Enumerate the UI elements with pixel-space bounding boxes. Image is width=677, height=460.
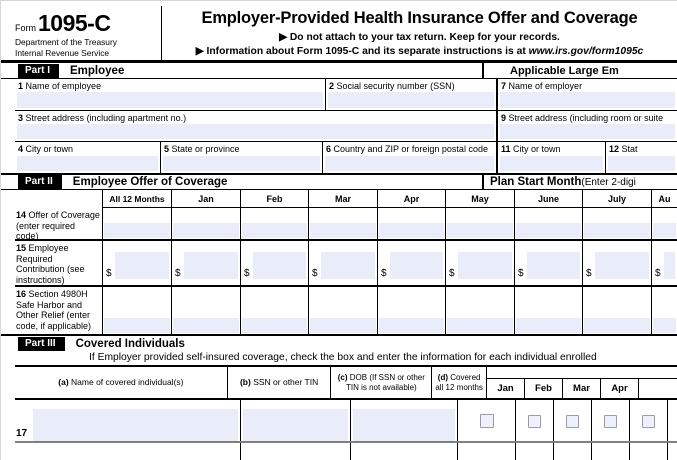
part1-title: Employee bbox=[70, 64, 125, 77]
p3-col-mar: Mar bbox=[563, 379, 601, 398]
col-may: May bbox=[445, 190, 514, 208]
p3-col-feb: Feb bbox=[525, 379, 563, 398]
p3-col-partial bbox=[639, 379, 677, 398]
field-3-cell bbox=[15, 111, 498, 141]
row14-input[interactable] bbox=[242, 223, 307, 238]
dollar-sign: $ bbox=[175, 268, 181, 279]
p3-col-jan: Jan bbox=[487, 379, 525, 398]
row17-jan-cell bbox=[516, 400, 554, 441]
form-subtitle-2 bbox=[162, 45, 677, 57]
row16-input[interactable] bbox=[516, 318, 581, 333]
field-12-num: 12 bbox=[609, 144, 620, 154]
col-c-header: (c) DOB (If SSN or other TIN is not available) bbox=[331, 367, 432, 398]
field-4-label: 4 City or town bbox=[18, 144, 74, 154]
row15-input[interactable] bbox=[458, 252, 512, 279]
row15-jan-cell bbox=[171, 241, 240, 285]
row15-input[interactable] bbox=[664, 252, 675, 279]
dollar-sign: $ bbox=[312, 268, 318, 279]
row17-mar-cell bbox=[592, 400, 630, 441]
row14-jan-cell bbox=[171, 208, 240, 239]
row-17-number: 17 bbox=[16, 428, 28, 439]
row16-input[interactable] bbox=[173, 318, 239, 333]
part2-row-14 bbox=[15, 208, 677, 241]
row-14-num: 14 bbox=[16, 210, 27, 220]
row17-name-input[interactable] bbox=[33, 409, 238, 441]
row15-input[interactable] bbox=[595, 252, 649, 279]
row16-input[interactable] bbox=[584, 318, 650, 333]
field-7-label: 7 Name of employer bbox=[501, 81, 583, 91]
row16-mar-cell bbox=[308, 287, 377, 334]
part3-title: Covered Individuals bbox=[75, 338, 185, 350]
field-5-cell bbox=[161, 142, 323, 173]
row14-input[interactable] bbox=[379, 223, 444, 238]
row17-covered-cell bbox=[458, 400, 516, 441]
row14-aug-cell bbox=[651, 208, 677, 239]
row17-ssn-input[interactable] bbox=[243, 409, 348, 441]
row-15-num: 15 bbox=[16, 243, 27, 253]
col-june: June bbox=[514, 190, 582, 208]
row16-input[interactable] bbox=[104, 318, 170, 333]
part2-row-16 bbox=[15, 287, 677, 334]
row17-partial-cell bbox=[668, 400, 677, 441]
col-apr: Apr bbox=[377, 190, 445, 208]
part1-row-1 bbox=[15, 79, 677, 111]
field-5-num: 5 bbox=[164, 144, 170, 154]
field-4-cell bbox=[15, 142, 161, 173]
field-9-label: 9 Street address (including room or suite bbox=[501, 113, 664, 123]
part3-table-header bbox=[15, 365, 677, 400]
row15-input[interactable] bbox=[390, 252, 443, 279]
field-2-input[interactable] bbox=[328, 92, 494, 108]
plan-start-month-label: Plan Start Month bbox=[490, 176, 582, 188]
col-a-header: (a) Name of covered individual(s) bbox=[15, 367, 228, 398]
field-7-num: 7 bbox=[501, 81, 507, 91]
part1-label: Part I bbox=[18, 64, 59, 78]
part3-bar bbox=[1, 334, 677, 352]
part2-month-header bbox=[15, 190, 677, 208]
col-d-header: (d) Covered all 12 months bbox=[432, 367, 487, 398]
field-9-input[interactable] bbox=[500, 124, 675, 139]
row14-input[interactable] bbox=[584, 223, 650, 238]
row15-mar-cell bbox=[308, 241, 377, 285]
agency-line-1: Department of the Treasury bbox=[15, 37, 117, 47]
field-2-num: 2 bbox=[329, 81, 335, 91]
row-15-label: 15 Employee Required Contribution (see instructions) bbox=[16, 243, 85, 285]
field-6-num: 6 bbox=[326, 144, 332, 154]
form-number: 1095-C bbox=[38, 10, 111, 36]
row16-input[interactable] bbox=[310, 318, 376, 333]
plan-start-month-note: (Enter 2-digi bbox=[581, 176, 636, 188]
agency-line-2: Internal Revenue Service bbox=[15, 47, 110, 58]
row14-input[interactable] bbox=[310, 223, 376, 238]
row14-input[interactable] bbox=[447, 223, 513, 238]
row17-feb-cell bbox=[554, 400, 592, 441]
row14-may-cell bbox=[445, 208, 514, 239]
row17-ssn-cell bbox=[241, 400, 351, 441]
row17-dob-cell bbox=[351, 400, 458, 441]
mar-checkbox[interactable] bbox=[604, 415, 617, 428]
months-span-cell bbox=[487, 367, 677, 379]
field-4-num: 4 bbox=[18, 144, 24, 154]
p3-col-apr: Apr bbox=[601, 379, 639, 398]
row16-may-cell bbox=[445, 287, 514, 334]
field-1-num: 1 bbox=[18, 81, 24, 91]
field-12-input[interactable] bbox=[608, 156, 675, 171]
field-1-label: 1 Name of employee bbox=[18, 81, 102, 91]
row16-all12-cell bbox=[102, 287, 171, 334]
field-5-label: 5 State or province bbox=[164, 144, 240, 154]
field-9-num: 9 bbox=[501, 113, 507, 123]
row15-input[interactable] bbox=[184, 252, 238, 279]
field-3-input[interactable] bbox=[17, 124, 494, 139]
col-feb: Feb bbox=[240, 190, 308, 208]
row14-july-cell bbox=[582, 208, 651, 239]
field-12-cell bbox=[606, 142, 677, 173]
field-6-label: 6 Country and ZIP or foreign postal code bbox=[326, 144, 488, 154]
field-6-cell bbox=[323, 142, 498, 173]
row15-july-cell bbox=[582, 241, 651, 285]
part3-row-17 bbox=[15, 400, 677, 443]
row15-may-cell bbox=[445, 241, 514, 285]
field-12-label: 12 Stat bbox=[609, 144, 638, 154]
row14-input[interactable] bbox=[516, 223, 581, 238]
part3-label: Part III bbox=[18, 337, 65, 351]
row14-input[interactable] bbox=[653, 223, 676, 238]
row14-feb-cell bbox=[240, 208, 308, 239]
part1-row-3 bbox=[15, 142, 677, 173]
field-7-cell bbox=[498, 79, 677, 110]
plan-start-month bbox=[484, 175, 677, 189]
part3-bar-left bbox=[1, 336, 484, 352]
row16-july-cell bbox=[582, 287, 651, 334]
row15-feb-cell bbox=[240, 241, 308, 285]
row16-apr-cell bbox=[377, 287, 445, 334]
row-14-label: 14 Offer of Coverage (enter required code) bbox=[16, 210, 100, 242]
field-4-input[interactable] bbox=[17, 156, 158, 171]
row15-apr-cell bbox=[377, 241, 445, 285]
row16-aug-cell bbox=[651, 287, 677, 334]
form-subtitle-1: ▶ Do not attach to your tax return. Keep for your records. bbox=[279, 32, 560, 43]
dollar-sign: $ bbox=[106, 268, 112, 279]
field-9-cell bbox=[498, 111, 677, 141]
row14-apr-cell bbox=[377, 208, 445, 239]
part3-instruction: If Employer provided self-insured coverage, check the box and enter the information for each individual enrolled bbox=[89, 352, 597, 363]
row16-input[interactable] bbox=[242, 318, 307, 333]
row16-jan-cell bbox=[171, 287, 240, 334]
field-3-num: 3 bbox=[18, 113, 24, 123]
row14-all12-cell bbox=[102, 208, 171, 239]
dollar-sign: $ bbox=[518, 268, 524, 279]
row-16-num: 16 bbox=[16, 289, 27, 299]
part1-row-2 bbox=[15, 111, 677, 142]
part3-row-next-partial bbox=[15, 443, 677, 460]
dollar-sign: $ bbox=[586, 268, 592, 279]
field-2-label: 2 Social security number (SSN) bbox=[329, 81, 455, 91]
field-3-label: 3 Street address (including apartment no.) bbox=[18, 113, 187, 123]
col-jan: Jan bbox=[171, 190, 240, 208]
row14-mar-cell bbox=[308, 208, 377, 239]
field-11-num: 11 bbox=[501, 144, 511, 154]
row-16-label: 16 Section 4980H Safe Harbor and Other Relief (enter code, if applicable) bbox=[16, 289, 92, 331]
form-id-block bbox=[15, 6, 162, 60]
row17-apr-cell bbox=[630, 400, 668, 441]
covered-12-months-checkbox[interactable] bbox=[480, 414, 494, 428]
row15-june-cell bbox=[514, 241, 582, 285]
dollar-sign: $ bbox=[449, 268, 455, 279]
col-july: July bbox=[582, 190, 651, 208]
feb-checkbox[interactable] bbox=[566, 415, 579, 428]
dollar-sign: $ bbox=[655, 268, 661, 279]
part1-bar bbox=[1, 63, 677, 79]
col-b-header: (b) SSN or other TIN bbox=[228, 367, 332, 398]
jan-checkbox[interactable] bbox=[528, 415, 541, 428]
field-1-cell bbox=[15, 79, 326, 110]
row16-input[interactable] bbox=[447, 318, 513, 333]
field-6-input[interactable] bbox=[325, 156, 494, 171]
row15-input[interactable] bbox=[321, 252, 375, 279]
row14-input[interactable] bbox=[173, 223, 239, 238]
field-1-input[interactable] bbox=[17, 92, 323, 108]
row14-june-cell bbox=[514, 208, 582, 239]
row15-input[interactable] bbox=[253, 252, 306, 279]
field-5-input[interactable] bbox=[163, 156, 320, 171]
field-2-cell bbox=[326, 79, 498, 110]
apr-checkbox[interactable] bbox=[642, 415, 655, 428]
part2-bar bbox=[1, 173, 677, 190]
dollar-sign: $ bbox=[381, 268, 387, 279]
row16-june-cell bbox=[514, 287, 582, 334]
row17-name-cell bbox=[15, 400, 241, 441]
col-mar: Mar bbox=[308, 190, 377, 208]
subtitle2-text: ▶ Information about Form 1095-C and its separate instructions is at bbox=[195, 46, 529, 57]
field-11-input[interactable] bbox=[500, 156, 603, 171]
field-11-cell bbox=[498, 142, 606, 173]
form-title-block bbox=[162, 1, 677, 60]
part2-bar-left bbox=[1, 175, 484, 189]
part3-months-header bbox=[487, 367, 677, 398]
col-all-12-months: All 12 Months bbox=[102, 190, 171, 208]
form-header bbox=[1, 1, 677, 63]
part1-bar-left bbox=[1, 63, 484, 78]
row15-input[interactable] bbox=[115, 252, 169, 279]
dollar-sign: $ bbox=[244, 268, 250, 279]
form-word: Form bbox=[15, 23, 36, 33]
field-11-label: 11 City or town bbox=[501, 144, 561, 154]
month-header-spacer bbox=[15, 190, 102, 208]
row16-input[interactable] bbox=[379, 318, 444, 333]
row16-input[interactable] bbox=[653, 318, 676, 333]
part2-label: Part II bbox=[18, 175, 62, 189]
subtitle2-url: www.irs.gov/form1095c bbox=[528, 46, 644, 57]
part2-title: Employee Offer of Coverage bbox=[72, 176, 228, 188]
part1-right-title: Applicable Large Em bbox=[510, 64, 619, 77]
part2-row-15 bbox=[15, 241, 677, 287]
row15-aug-cell bbox=[651, 241, 677, 285]
field-7-input[interactable] bbox=[500, 92, 675, 108]
form-title: Employer-Provided Health Insurance Offer and Coverage bbox=[201, 9, 638, 27]
row14-input[interactable] bbox=[104, 223, 170, 238]
col-aug-partial: Au bbox=[651, 190, 677, 208]
row17-dob-input[interactable] bbox=[353, 409, 455, 441]
row15-all12-cell bbox=[102, 241, 171, 285]
row16-feb-cell bbox=[240, 287, 308, 334]
row15-input[interactable] bbox=[527, 252, 580, 279]
